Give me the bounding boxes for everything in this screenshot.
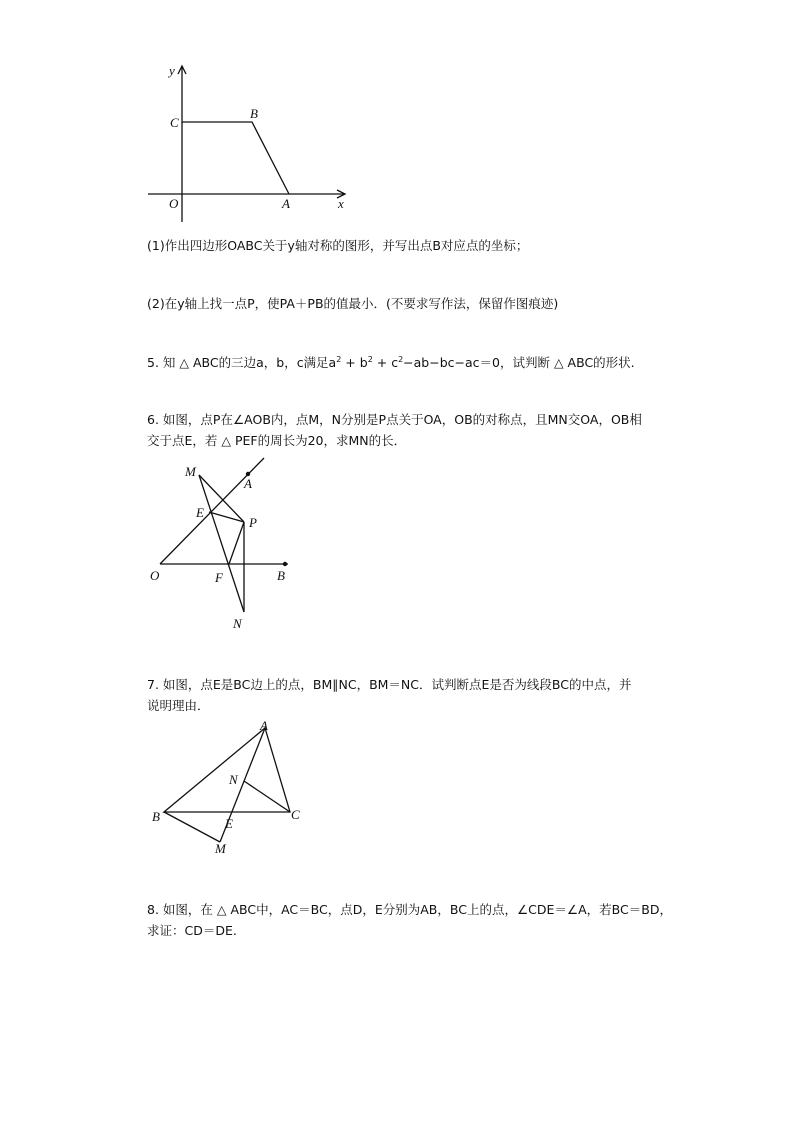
q5-exp-c: 2 [398,355,404,364]
q5-lead: 5. 知 △ ABC的三边a，b，c满足a [147,355,337,370]
label-n: N [233,616,242,631]
question-7-line-2: 说明理由． [147,698,210,713]
segment-fp [229,522,244,564]
figure-quadrilateral-oabc [140,60,360,225]
point-b-dot [283,562,287,566]
label-f: F [215,570,223,585]
label-o: O [150,568,160,583]
question-2-text: (2)在y轴上找一点P，使PA＋PB的值最小．(不要求写作法，保留作图痕迹) [147,296,559,311]
label-a: A [260,718,268,733]
label-b: B [152,809,160,824]
label-a: A [244,476,252,491]
question-7-line-1: 7. 如图，点E是BC边上的点，BM∥NC，BM＝NC．试判断点E是否为线段BC的中点，并 [147,677,632,692]
figure-triangle-abc [145,715,315,860]
label-a: A [282,196,290,211]
label-m: M [215,841,226,856]
figure-angle-aob [140,455,310,635]
label-b: B [250,106,258,121]
question-8-line-1: 8. 如图，在 △ ABC中，AC＝BC，点D，E分别为AB，BC上的点，∠CDE＝∠A，若BC＝BD， [147,902,672,917]
label-b: B [277,568,285,583]
segment-bm [164,812,220,842]
q5-term-b: + b [341,355,368,370]
label-m: M [185,464,196,479]
q5-term-c: + c [372,355,399,370]
segment-mn [199,475,244,612]
label-n: N [229,772,238,787]
quadrilateral-edges [182,122,289,194]
label-x: x [338,196,344,211]
question-8-line-2: 求证：CD＝DE. [147,923,237,938]
label-o: O [169,196,179,211]
label-y: y [169,63,175,78]
label-c: C [291,807,300,822]
q5-exp-a: 2 [336,355,342,364]
label-p: P [249,515,257,530]
q5-tail: −ab−bc−ac＝0，试判断 △ ABC的形状. [403,355,635,370]
question-6-line-2: 交于点E，若 △ PEF的周长为20，求MN的长． [147,433,407,448]
question-1-text: (1)作出四边形OABC关于y轴对称的图形，并写出点B对应点的坐标； [147,238,529,253]
question-6-line-1: 6. 如图，点P在∠AOB内，点M，N分别是P点关于OA，OB的对称点，且MN交OA，OB相 [147,412,642,427]
label-e: E [196,505,204,520]
segment-nc [244,781,290,812]
question-5-text [147,353,635,373]
label-e: E [225,816,233,831]
label-c: C [170,115,179,130]
q5-exp-b: 2 [367,355,373,364]
